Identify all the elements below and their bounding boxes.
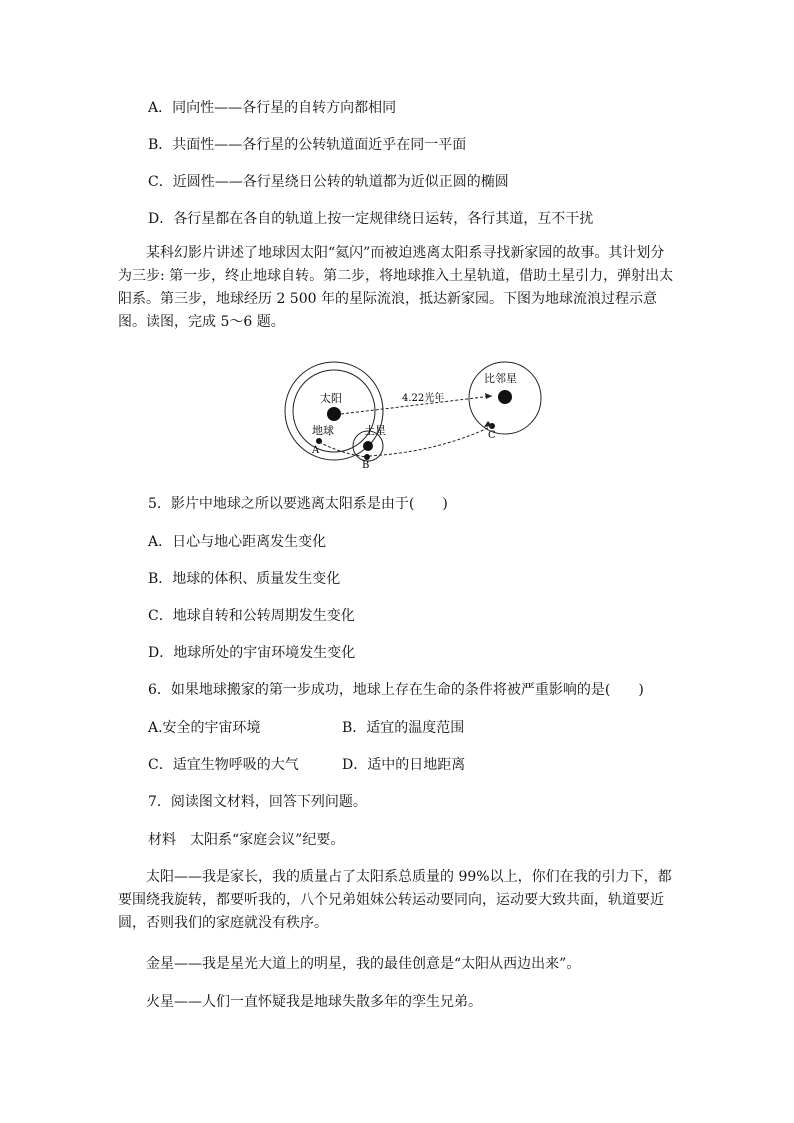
point-c-label: C (488, 430, 496, 441)
q5-stem: 5．影片中地球之所以要逃离太阳系是由于( ) (148, 496, 448, 512)
option-a-prev: A．同向性——各行星的自转方向都相同 (148, 100, 397, 116)
sun-speech (118, 866, 678, 935)
q7-material: 材料 太阳系“家庭会议”纪要。 (148, 832, 345, 848)
q5-option-c: C．地球自转和公转周期发生变化 (148, 608, 355, 624)
mars-speech (118, 991, 678, 1014)
q6-stem: 6．如果地球搬家的第一步成功，地球上存在生命的条件将被严重影响的是( ) (148, 682, 644, 698)
q6-option-a: A.安全的宇宙环境 (148, 720, 261, 736)
q5-option-d: D．地球所处的宇宙环境发生变化 (148, 645, 356, 661)
intro-paragraph (118, 242, 678, 334)
q5-option-a: A．日心与地心距离发生变化 (148, 534, 327, 550)
option-c-prev: C．近圆性——各行星绕日公转的轨道都为近似正圆的椭圆 (148, 174, 509, 190)
sun-dot (327, 407, 341, 421)
earth-wandering-diagram (278, 360, 548, 472)
path-a-to-b (319, 442, 367, 457)
saturn-dot (363, 441, 373, 451)
sun-label: 太阳 (320, 392, 342, 405)
option-b-prev: B．共面性——各行星的公转轨道面近乎在同一平面 (148, 137, 467, 153)
q5-option-b: B．地球的体积、质量发生变化 (148, 571, 341, 587)
q6-option-d: D．适中的日地距离 (342, 757, 466, 773)
point-a-label: A (312, 445, 320, 456)
saturn-label: 土星 (364, 424, 386, 437)
proxima-label: 比邻星 (484, 372, 517, 385)
venus-speech (118, 953, 678, 976)
point-b-label: B (362, 460, 370, 471)
mars-speech-text: 火星——人们一直怀疑我是地球失散多年的孪生兄弟。 (146, 994, 482, 1010)
q6-option-b: B．适宜的温度范围 (342, 720, 465, 736)
earth-label: 地球 (312, 424, 334, 437)
option-d-prev: D．各行星都在各自的轨道上按一定规律绕日运转，各行其道，互不干扰 (148, 211, 594, 227)
path-b-to-c (369, 426, 492, 456)
intro-rest: 为三步: 第一步，终止地球自转。第二步，将地球推入土星轨道，借助土星引力，弹射出太阳系。第三步，地球经历 2 500 年的星际流浪，抵达新家园。下图为地球流浪过程示意图。读图，完成 5～6 题。 (118, 268, 674, 330)
proxima-dot (498, 390, 512, 404)
venus-speech-text: 金星——我是星光大道上的明星，我的最佳创意是“太阳从西边出来”。 (146, 956, 581, 972)
distance-arrowhead (485, 393, 492, 399)
q7-stem: 7．阅读图文材料，回答下列问题。 (148, 794, 367, 810)
intro-line1: 某科幻影片讲述了地球因太阳“氦闪”而被迫逃离太阳系寻找新家园的故事。其计划分 (146, 245, 665, 261)
q6-option-c: C．适宜生物呼吸的大气 (148, 757, 299, 773)
sun-speech-text: 太阳——我是家长，我的质量占了太阳系总质量的 99%以上，你们在我的引力下，都要围绕我旋转，都要听我的，八个兄弟姐妹公转运动要同向，运动要大致共面，轨道要近圆，否则我们的家庭就没有秩序。 (118, 869, 672, 931)
distance-label: 4.22光年 (402, 393, 445, 404)
